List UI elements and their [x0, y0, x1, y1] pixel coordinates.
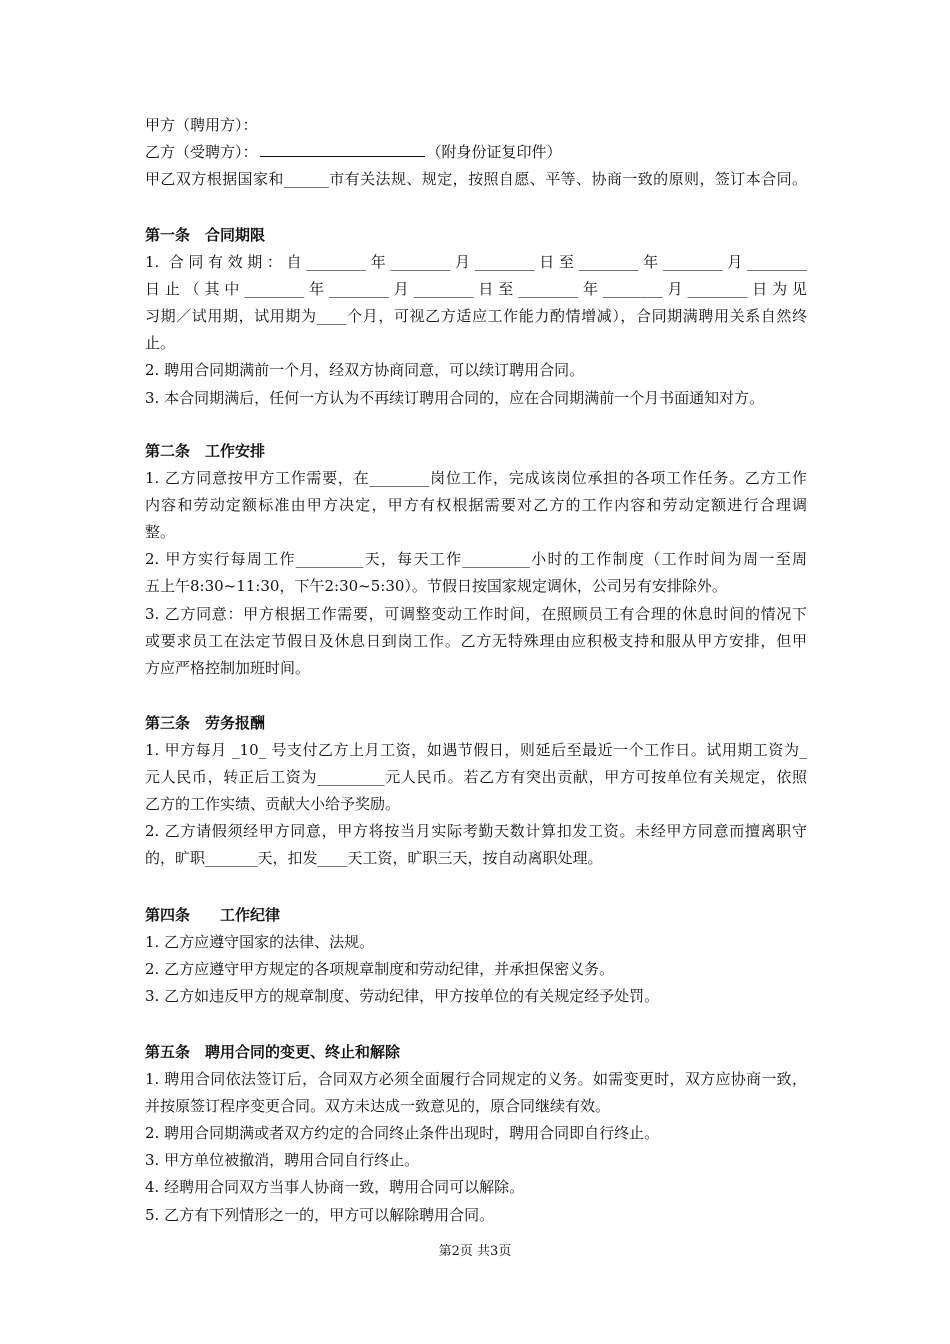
contract-article-1 [145, 222, 807, 412]
article-heading: 第二条 工作安排 [145, 442, 266, 460]
clause-line: 2. 聘用合同期满或者双方约定的合同终止条件出现时，聘用合同即自行终止。 [145, 1124, 660, 1143]
party-b-line [145, 139, 807, 166]
clause-line: 3. 甲方单位被撤消，聘用合同自行终止。 [145, 1151, 420, 1170]
clause-line: 3. 乙方同意：甲方根据工作需要，可调整变动工作时间，在照顾员工有合理的休息时间的情况下 [145, 604, 807, 623]
article-heading: 第一条 合同期限 [145, 226, 266, 244]
article-heading: 第三条 劳务报酬 [145, 714, 266, 732]
clause-line: 3. 本合同期满后，任何一方认为不再续订聘用合同的，应在合同期满前一个月书面通知对方。 [145, 388, 765, 407]
clause-line: 3. 乙方如违反甲方的规章制度、劳动纪律，甲方按单位的有关规定经予处罚。 [145, 987, 660, 1006]
clause-line: 日止（其中________年________月________日至________年________月________日为见 [145, 280, 807, 299]
party-a-line: 甲方（聘用方）： [145, 116, 258, 134]
contract-article-5 [145, 1039, 807, 1229]
contract-parties [145, 112, 807, 193]
clause-line: 2. 乙方应遵守甲方规定的各项规章制度和劳动纪律，并承担保密义务。 [145, 960, 615, 979]
contract-article-4 [145, 902, 807, 1010]
clause-line: 内容和劳动定额标准由甲方决定，甲方有权根据需要对乙方的工作内容和劳动定额进行合理调 [145, 496, 807, 515]
clause-line: 乙方的工作实绩、贡献大小给予奖励。 [145, 795, 401, 814]
clause-line: 习期／试用期，试用期为____个月，可视乙方适应工作能力酌情增减），合同期满聘用关系自然终 [145, 307, 807, 326]
party-b-label: 乙方（受聘方）： [145, 143, 258, 162]
clause-line: 方应严格控制加班时间。 [145, 658, 311, 677]
clause-line: 的，旷职_______天，扣发____天工资，旷职三天，按自动离职处理。 [145, 849, 603, 868]
clause-line: 2. 甲方实行每周工作_________天，每天工作_________小时的工作制度（工作时间为周一至周 [145, 550, 807, 569]
clause-line: 1. 乙方同意按甲方工作需要，在________岗位工作，完成该岗位承担的各项工作任务。乙方工作 [145, 469, 807, 488]
clause-line: 元人民币，转正后工资为_________元人民币。若乙方有突出贡献，甲方可按单位有关规定，依照 [145, 768, 807, 787]
clause-line: 5. 乙方有下列情形之一的，甲方可以解除聘用合同。 [145, 1205, 495, 1224]
clause-line: 2. 乙方请假须经甲方同意，甲方将按当月实际考勤天数计算扣发工资。未经甲方同意而擅离职守 [145, 822, 807, 841]
clause-line: 1. 甲方每月 _10_ 号支付乙方上月工资，如遇节假日，则延后至最近一个工作日。试用期工资为_ [145, 741, 807, 760]
clause-line: 或要求员工在法定节假日及休息日到岗工作。乙方无特殊理由应积极支持和服从甲方安排，但甲 [145, 631, 807, 650]
clause-line: 止。 [145, 334, 176, 353]
preamble-line: 甲乙双方根据国家和______市有关法规、规定，按照自愿、平等、协商一致的原则，签订本合同。 [145, 170, 807, 189]
party-b-note: （附身份证复印件） [426, 143, 562, 162]
clause-line: 2. 聘用合同期满前一个月，经双方协商同意，可以续订聘用合同。 [145, 361, 585, 380]
clause-line: 4. 经聘用合同双方当事人协商一致，聘用合同可以解除。 [145, 1178, 525, 1197]
clause-line: 1. 合同有效期：自________年________月________日至________年________月________ [145, 253, 807, 272]
clause-line: 并按原签订程序变更合同。双方未达成一致意见的，原合同继续有效。 [145, 1097, 611, 1116]
clause-line: 整。 [145, 523, 176, 542]
page-footer: 第2页 共3页 [438, 1244, 512, 1259]
article-heading: 第五条 聘用合同的变更、终止和解除 [145, 1043, 401, 1061]
article-heading: 第四条 工作纪律 [145, 906, 281, 924]
party-b-name-blank [260, 142, 425, 157]
contract-article-3 [145, 710, 807, 873]
clause-line: 五上午8:30~11:30，下午2:30~5:30）。节假日按国家规定调休，公司另有安排除外。 [145, 577, 727, 596]
clause-line: 1. 聘用合同依法签订后，合同双方必须全面履行合同规定的义务。如需变更时，双方应协商一致， [145, 1070, 807, 1089]
contract-article-2 [145, 438, 807, 682]
clause-line: 1. 乙方应遵守国家的法律、法规。 [145, 933, 375, 952]
